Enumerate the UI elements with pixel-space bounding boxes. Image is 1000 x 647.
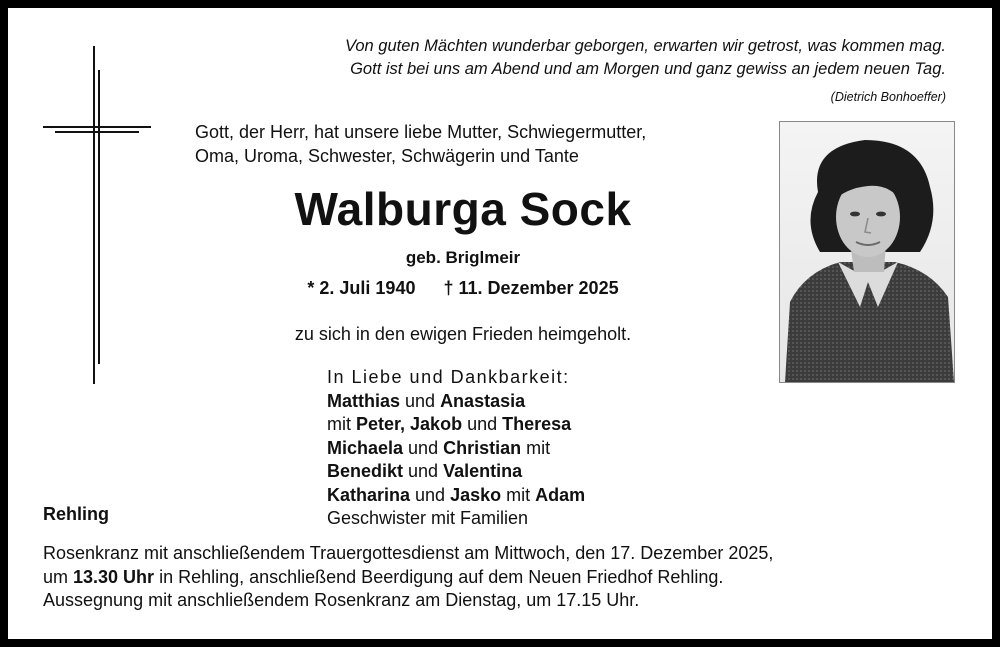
birth-date: * 2. Juli 1940 [307, 278, 416, 298]
deceased-name: Walburga Sock [294, 183, 632, 235]
service-time: 13.30 Uhr [73, 566, 155, 587]
intro-line-2: Oma, Uroma, Schwester, Schwägerin und Tante [195, 146, 579, 166]
service-line-3: Aussegnung mit anschließendem Rosenkranz am Dienstag, um 17.15 Uhr. [43, 590, 640, 610]
mourner-line: Michaela und Christian mit [327, 437, 551, 458]
portrait-photo [779, 121, 955, 383]
obituary-card [8, 8, 992, 639]
quote-author: (Dietrich Bonhoeffer) [830, 90, 946, 104]
mourners-heading: In Liebe und Dankbarkeit: [327, 367, 570, 387]
service-line-2: um 13.30 Uhr in Rehling, anschließend Beerdigung auf dem Neuen Friedhof Rehling. [43, 566, 724, 587]
frieden-text: zu sich in den ewigen Frieden heimgeholt. [294, 324, 632, 344]
service-info [43, 542, 773, 613]
mourner-line: Matthias und Anastasia [327, 390, 526, 411]
life-dates [268, 278, 658, 299]
place-name: Rehling [43, 504, 109, 524]
mourner-line: Benedikt und Valentina [327, 461, 523, 481]
mourner-line: Geschwister mit Familien [327, 508, 529, 528]
death-date: † 11. Dezember 2025 [443, 278, 619, 298]
quote-line-2: Gott ist bei uns am Abend und am Morgen und ganz gewiss an jedem neuen Tag. [350, 60, 946, 78]
mourner-line: mit Peter, Jakob und Theresa [327, 414, 572, 434]
intro-text [195, 120, 646, 168]
mourner-line: Katharina und Jasko mit Adam [327, 484, 586, 505]
service-line-1: Rosenkranz mit anschließendem Trauergottesdienst am Mittwoch, den 17. Dezember 2025, [43, 543, 774, 563]
maiden-name: geb. Briglmeir [405, 248, 521, 267]
quote-line-1: Von guten Mächten wunderbar geborgen, erwarten wir getrost, was kommen mag. [344, 37, 946, 55]
mourners-list [327, 366, 585, 531]
intro-line-1: Gott, der Herr, hat unsere liebe Mutter, Schwiegermutter, [195, 122, 647, 142]
